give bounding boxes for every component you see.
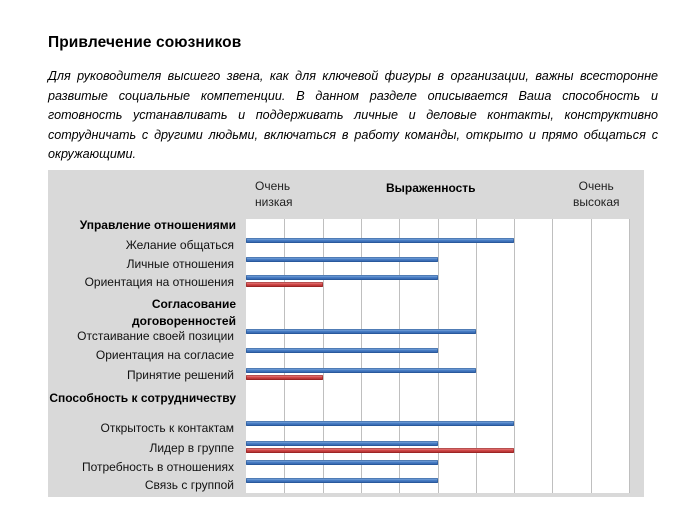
row-label: Личные отношения — [126, 257, 234, 271]
bar-blue — [246, 368, 476, 373]
intro-paragraph: Для руководителя высшего звена, как для ключевой фигуры в организации, важны всесторонне развитые социальные компетенции. В данном разделе описывается Ваша способность и готовность устанавливать и поддерживать личные и деловые контакты, конструктивно сотрудничать с другими людьми, включаться в работу команды, открыто и прямо общаться с окружающими. — [48, 69, 658, 161]
row-label: Связь с группой — [144, 478, 234, 492]
bar-red — [246, 282, 323, 287]
gridline — [552, 219, 553, 493]
page-title: Привлечение союзников — [48, 34, 242, 51]
competency-chart — [48, 170, 644, 497]
row-label: Лидер в группе — [149, 441, 234, 455]
row-label: Отстаивание своей позиции — [77, 329, 234, 343]
row-label: Желание общаться — [125, 238, 234, 252]
bar-blue — [246, 257, 438, 262]
bar-red — [246, 375, 323, 380]
bar-red — [246, 448, 514, 453]
row-label: Потребность в отношениях — [81, 460, 234, 474]
category-label: Управление отношениями — [79, 218, 236, 232]
axis-low-label: Очень низкая — [255, 179, 293, 209]
bar-blue — [246, 348, 438, 353]
gridline — [629, 219, 630, 493]
bar-blue — [246, 478, 438, 483]
row-label: Ориентация на отношения — [84, 275, 234, 289]
row-label: Ориентация на согласие — [95, 348, 234, 362]
chart-title: Выраженность — [386, 181, 476, 195]
bar-blue — [246, 275, 438, 280]
plot-area — [246, 219, 629, 493]
category-label: Способность к сотрудничеству — [49, 391, 236, 405]
gridline — [514, 219, 515, 493]
axis-high-label: Очень высокая — [573, 179, 620, 209]
bar-blue — [246, 421, 514, 426]
bar-blue — [246, 460, 438, 465]
gridline — [591, 219, 592, 493]
bar-blue — [246, 329, 476, 334]
bar-blue — [246, 441, 438, 446]
category-label: Согласование договоренностей — [132, 297, 236, 328]
row-label: Открытость к контактам — [100, 421, 234, 435]
bar-blue — [246, 238, 514, 243]
row-label: Принятие решений — [126, 368, 234, 382]
